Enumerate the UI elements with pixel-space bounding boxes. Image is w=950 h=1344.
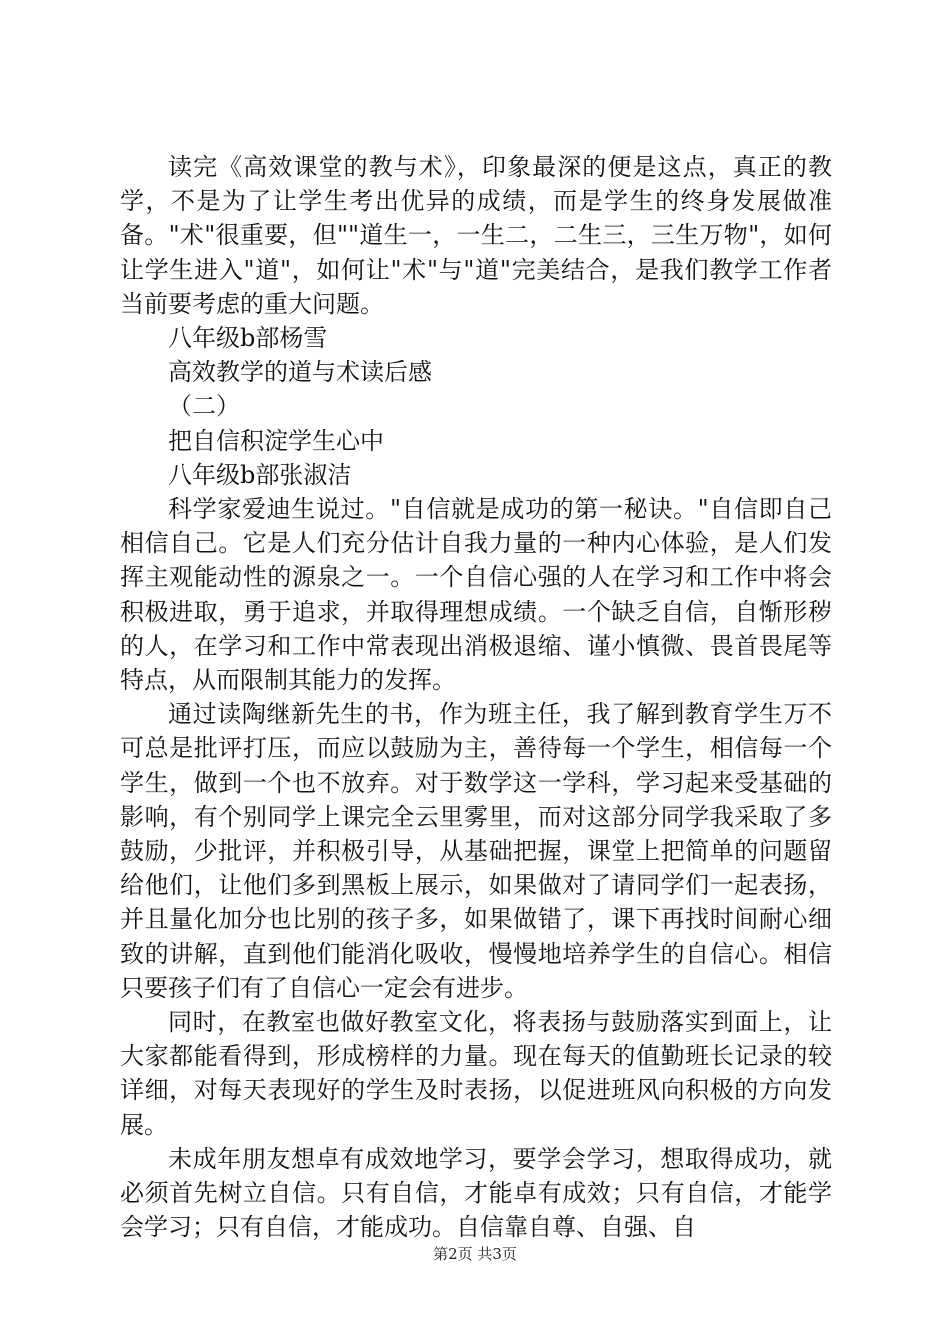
author-line-1: 八年级b部杨雪 — [168, 324, 328, 353]
paragraph-1: 读完《高效课堂的教与术》，印象最深的便是这点，真正的教学，不是为了让学生考出优异的成绩，而是学生的终身发展做准备。"术"很重要，但""道生一，一生二，二生三，三生万物"，如何让学生进入"道"，如何让"术"与"道"完美结合，是我们教学工作者当前要考虑的重大问题。 — [120, 153, 832, 318]
paragraph-4: 同时，在教室也做好教室文化，将表扬与鼓励落实到面上，让大家都能看得到，形成榜样的力量。现在每天的值勤班长记录的较详细，对每天表现好的学生及时表扬，以促进班风向积极的方向发展。 — [120, 1008, 832, 1139]
document-body — [120, 150, 832, 1245]
article-title: 高效教学的道与术读后感 — [168, 358, 432, 387]
page-footer: 第2页 共3页 — [433, 1245, 517, 1263]
article-subtitle: 把自信积淀学生心中 — [168, 426, 384, 455]
paragraph-5: 未成年朋友想卓有成效地学习，要学会学习，想取得成功，就必须首先树立自信。只有自信，才能卓有成效；只有自信，才能学会学习；只有自信，才能成功。自信靠自尊、自强、自 — [120, 1144, 832, 1242]
author-line-2: 八年级b部张淑洁 — [168, 460, 352, 489]
part-number: （二） — [168, 392, 240, 421]
paragraph-2: 科学家爱迪生说过。"自信就是成功的第一秘诀。"自信即自己相信自己。它是人们充分估计自我力量的一种内心体验，是人们发挥主观能动性的源泉之一。一个自信心强的人在学习和工作中将会积极进取，勇于追求，并取得理想成绩。一个缺乏自信，自惭形秽的人，在学习和工作中常表现出消极退缩、谨小慎微、畏首畏尾等特点，从而限制其能力的发挥。 — [120, 495, 832, 695]
paragraph-3: 通过读陶继新先生的书，作为班主任，我了解到教育学生万不可总是批评打压，而应以鼓励为主，善待每一个学生，相信每一个学生，做到一个也不放弃。对于数学这一学科，学习起来受基础的影响，有个别同学上课完全云里雾里，而对这部分同学我采取了多鼓励，少批评，并积极引导，从基础把握，课堂上把简单的问题留给他们，让他们多到黑板上展示，如果做对了请同学们一起表扬，并且量化加分也比别的孩子多，如果做错了，课下再找时间耐心细致的讲解，直到他们能消化吸收，慢慢地培养学生的自信心。相信只要孩子们有了自信心一定会有进步。 — [120, 700, 832, 1002]
